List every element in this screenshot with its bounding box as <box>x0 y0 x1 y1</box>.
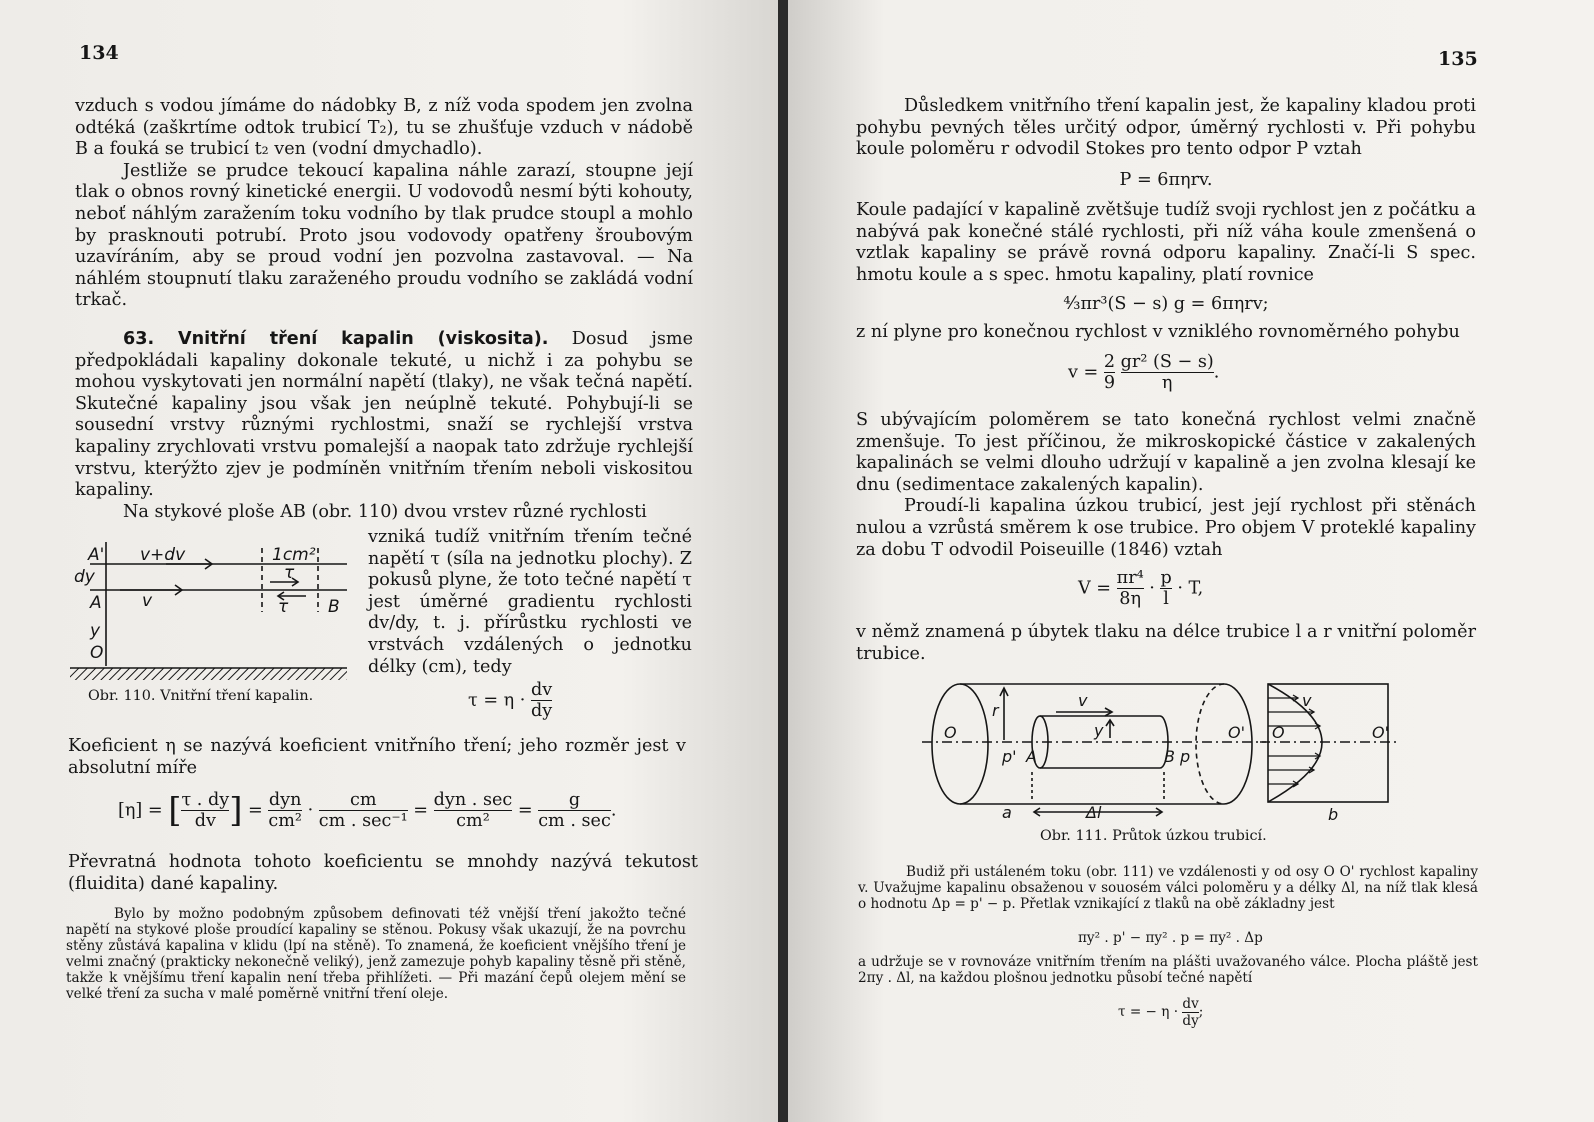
fig-label: b <box>1328 805 1339 824</box>
paragraph: z ní plyne pro konečnou rychlost v vzniklého rovnoměrného pohybu <box>856 322 1460 342</box>
figure-110-labels <box>74 545 340 663</box>
fig-label: O <box>1272 723 1285 742</box>
fig-label: y <box>90 621 101 641</box>
equation-poiseuille: V = $\frac{\text{πr⁴}}{8\eta}$ · $\frac{p}{l}$ · T, <box>1078 568 1204 609</box>
text-block-top <box>75 96 693 312</box>
hatched-wall <box>70 668 347 680</box>
fig-label: Δl <box>1086 803 1102 822</box>
figure-caption: Obr. 110. Vnitřní tření kapalin. <box>88 688 314 704</box>
fig-label: p <box>1180 747 1191 766</box>
fig-label: B <box>1164 747 1175 766</box>
footnote: Bylo by možno podobným způsobem definovati též vnější tření jakožto tečné napětí na stykové ploše proudící kapaliny se stěnou. Pokusy však ukazují, že na povrchu stěny zůstává kapalina v klidu (lpí na stěně). To znamená, že koeficient vnějšího tření je velmi značný (prakticky nekonečně veliký), jenž zamezuje pohyb kapaliny těsně při stěně, takže k vnějšímu tření kapalin není třeba přihlížeti. — Při mazání čepů olejem mění se velké tření za sucha v malé poměrně vnitřní tření oleje. <box>66 906 686 1002</box>
fig-label: p' <box>1002 747 1017 766</box>
equation-small-2: τ = − η · $\frac{dv}{dy}$ ; <box>1118 996 1204 1029</box>
equation-small-1: πy² . p' − πy² . p = πy² . Δp <box>1078 930 1263 946</box>
side-paragraph: vzniká tudíž vnitřním třením tečné napětí τ (síla na jednotku plochy). Z pokusů plyne, že toto tečné napětí τ jest úměrné gradientu rychlosti dv/dy, t. j. přírůstku rychlosti ve vrstvách vzdálených o jednotku délky (cm), tedy <box>368 527 692 677</box>
paragraph: Převratná hodnota tohoto koeficientu se mnohdy nazývá tekutost (fluidita) dané kapaliny. <box>68 852 698 894</box>
section-63 <box>75 329 693 523</box>
figure-111 <box>916 676 1436 826</box>
figure-110 <box>62 540 362 692</box>
fig-label: v <box>1078 691 1088 710</box>
paragraph: Koeficient η se nazývá koeficient vnitřního tření; jeho rozměr jest v absolutní míře <box>68 736 686 778</box>
small-text: a udržuje se v rovnováze vnitřním třením na plášti uvažovaného válce. Plocha pláště jest 2πy . Δl, na každou plošnou jednotku působí tečné napětí <box>858 954 1478 986</box>
fig-label: τ <box>284 563 295 583</box>
paragraph: vzduch s vodou jímáme do nádobky B, z níž voda spodem jen zvolna odtéká (zaškrtíme odtok trubicí T₂), tu se zhušťuje vzduch v nádobě B a fouká se trubicí t₂ ven (vodní dmychadlo). <box>75 96 693 160</box>
paragraph: Koule padající v kapalině zvětšuje tudíž svoji rychlost jen z počátku a nabývá pak konečné stálé rychlosti, při níž váha koule zmenšená o vztlak kapaliny se právě rovná odporu kapaliny. Značí-li S spec. hmotu koule a s spec. hmotu kapaliny, platí rovnice <box>856 200 1476 285</box>
small-text: Budiž při ustáleném toku (obr. 111) ve vzdálenosti y od osy O O' rychlost kapaliny v. Uvažujme kapalinu obsaženou v souosém válci poloměru y a délky Δl, na níž tlak klesá o hodnotu Δp = p' − p. Přetlak vznikající z tlaků na obě základny jest <box>858 864 1478 912</box>
page-number: 135 <box>1438 48 1478 70</box>
page-number: 134 <box>79 42 119 64</box>
figure-caption: Obr. 111. Průtok úzkou trubicí. <box>1040 828 1267 844</box>
fig-label: τ <box>278 597 289 617</box>
paragraph: Jestliže se prudce tekoucí kapalina náhle zarazí, stoupne její tlak o obnos rovný kinetické energii. U vodovodů nesmí býti kohouty, neboť náhlým zaražením toku vodního by tlak prudce stoupl a mohlo by prasknouti potrubí. Proto jsou vodovody opatřeny šroubovým uzavíráním, aby se proud vodní jen pozvolna zastavoval. — Na náhlém stoupnutí tlaku zaraženého proudu vodního se zakládá vodní trkač. <box>75 160 693 311</box>
fig-label: 1cm² <box>272 545 316 565</box>
left-page <box>0 0 778 1122</box>
fig-label: r <box>992 701 999 720</box>
fig-label: a <box>1002 803 1012 822</box>
fig-label: O' <box>1228 723 1245 742</box>
fig-label: A <box>1026 747 1037 766</box>
equation-terminal-velocity: v = $\frac{2}{9}$ $\frac{\text{gr² (S − s)}}{\eta}$ . <box>1068 352 1220 393</box>
fig-label: O <box>944 723 957 742</box>
fig-label: O <box>90 643 104 663</box>
paragraph: v němž znamená p úbytek tlaku na délce trubice l a r vnitřní poloměr trubice. <box>856 622 1476 664</box>
fig-label: O' <box>1372 723 1389 742</box>
fig-label: y <box>1094 721 1104 740</box>
fig-label: v+dv <box>140 545 186 565</box>
section-heading: 63. Vnitřní tření kapalin (viskosita). <box>123 329 549 349</box>
fig-label: B <box>328 597 340 617</box>
paragraph: Dosud jsme předpokládali kapaliny dokonale tekuté, u nichž i za pohybu se mohou vyskytovati jen normální napětí (tlaky), ne však tečná napětí. Skutečné kapaliny jsou však jen neúplně tekuté. Pohybují-li se sousední vrstvy různými rychlostmi, snaží se rychlejší vrstva kapaliny zrychlovati vrstvu pomalejší a naopak tato zdržuje rychlejší vrstvu, kterýžto zjev je podmíněn vnitřním třením neboli viskositou kapaliny. <box>75 329 693 501</box>
equation-dimension: [η] = [ $\frac{\tau . dy}{dv}$ ] = $\frac{\text{dyn}}{\text{cm²}}$ · $\frac{cm}{\text{cm . sec⁻¹}}$ = $\frac{\text{dyn . sec}}{\text{cm²}}$ = $\frac{g}{cm . \sec}$ . <box>118 790 617 831</box>
equation-balance: ⁴⁄₃πr³(S − s) g = 6πηrv; <box>1063 294 1269 314</box>
equation-stokes: P = 6πηrv. <box>1119 170 1213 190</box>
fig-label: A <box>90 593 102 613</box>
paragraph: Důsledkem vnitřního tření kapalin jest, že kapaliny kladou proti pohybu pevných těles určitý odpor, úměrný rychlosti v. Při pohybu koule poloměru r odvodil Stokes pro tento odpor P vztah <box>856 96 1476 160</box>
fig-label: v <box>142 591 153 611</box>
equation-tau: τ = η · $\frac{dv}{dy}$ <box>468 680 553 721</box>
fig-label: dy <box>74 567 95 587</box>
text-block: S ubývajícím poloměrem se tato konečná rychlost velmi značně zmenšuje. To jest příčinou, že mikroskopické částice v zakalených kapalinách se velmi dlouho udržují v kapalině a jen zvolna klesají ke dnu (sedimentace zakalených kapalin). Proudí-li kapalina úzkou trubicí, jest její rychlost při stěnách nulou a vzrůstá směrem k ose trubice. Pro objem V proteklé kapaliny za dobu T odvodil Poiseuille (1846) vztah <box>856 410 1476 560</box>
fig-label: v <box>1302 691 1312 710</box>
right-page <box>788 0 1594 1122</box>
fig-label: A' <box>88 545 105 565</box>
paragraph: Na stykové ploše AB (obr. 110) dvou vrstev různé rychlosti <box>123 501 647 522</box>
